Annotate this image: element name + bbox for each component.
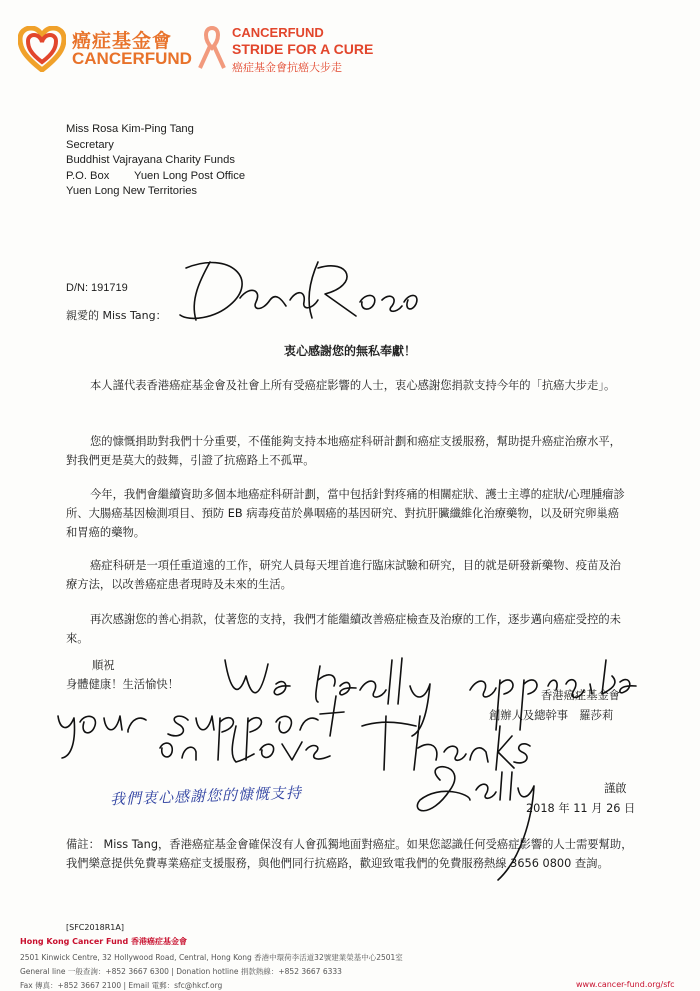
footer-phones: General line 一般查詢：+852 3667 6300 | Donation hotline 捐款熱線：+852 3667 6333 (20, 967, 342, 976)
ribbon-icon (196, 24, 228, 72)
heart-logo-icon (18, 26, 66, 72)
handwritten-chinese-note: 我們衷心感謝您的慷慨支持 (109, 783, 303, 809)
remark-note: 備註： Miss Tang，香港癌症基金會確保沒有人會孤獨地面對癌症。如果您認識任何受癌症影響的人士需要幫助，我們樂意提供免費專業癌症支援服務，與他們同行抗癌路，歡迎致電我們的免費服務熱線 3656 0800 查詢。 (66, 838, 633, 870)
logo-english-name: CANCERFUND (72, 49, 192, 68)
address-line: P.O. Box Yuen Long Post Office (66, 169, 246, 182)
address-line: Yuen Long New Territories (66, 185, 198, 197)
cancerfund-logo (18, 24, 192, 74)
paragraph-3: 今年，我們會繼續資助多個本地癌症科研計劃，當中包括針對疼痛的相關症狀、護士主導的症狀/心理腫瘤診所、大腸癌基因檢測項目、預防 EB 病毒疫苗於鼻咽癌的基因研究、對抗肝臟纖維化治療藥物，以及研究卵巢癌和胃癌的藥物。 (66, 488, 625, 539)
paragraph-1: 本人謹代表香港癌症基金會及社會上所有受癌症影響的人士，衷心感謝您捐款支持今年的「抗癌大步走」。 (90, 379, 616, 392)
recipient-address (66, 122, 245, 200)
closing-line2: 身體健康！生活愉快！ (66, 678, 179, 691)
logo2-line3: 癌症基金會抗癌大步走 (232, 61, 342, 74)
address-line: Secretary (66, 138, 114, 151)
stride-for-a-cure-logo (196, 24, 386, 76)
closing-respect: 謹啟 (604, 782, 627, 795)
paragraph-4: 癌症科研是一項任重道遠的工作，研究人員每天埋首進行臨床試驗和研究，目的就是研發新藥物、疫苗及治療方法，以改善癌症患者現時及未來的生活。 (66, 559, 621, 591)
logo2-line1: CANCERFUND (232, 25, 324, 40)
paragraph-5: 再次感謝您的善心捐款，仗著您的支持，我們才能繼續改善癌症檢查及治療的工作，逐步邁向癌症受控的未來。 (66, 613, 621, 645)
footer-fax-email: Fax 傳真：+852 3667 2100 | Email 電郵：sfc@hkcf.org (20, 981, 223, 990)
closing-line1: 順祝 (92, 659, 115, 672)
address-line: Buddhist Vajrayana Charity Funds (66, 154, 235, 166)
address-line: Miss Rosa Kim-Ping Tang (66, 123, 194, 135)
logo-chinese-name: 癌症基金會 (72, 30, 173, 52)
paragraph-2: 您的慷慨捐助對我們十分重要，不僅能夠支持本地癌症科研計劃和癌症支援服務，幫助提升癌症治療水平，對我們更是莫大的鼓舞，引證了抗癌路上不孤單。 (66, 435, 621, 467)
letter-heading: 衷心感謝您的無私奉獻！ (283, 344, 416, 358)
donation-number: D/N: 191719 (66, 282, 128, 294)
signer-title: 創辦人及總幹事 羅莎莉 (489, 709, 614, 722)
footer-address: 2501 Kinwick Centre, 32 Hollywood Road, Central, Hong Kong 香港中環荷李活道32號建業榮基中心2501室 (20, 953, 403, 962)
letter-date: 2018 年 11 月 26 日 (526, 802, 636, 815)
logo2-line2: STRIDE FOR A CURE (232, 41, 374, 57)
salutation: 親愛的 Miss Tang： (66, 309, 167, 322)
form-code: [SFC2018R1A] (66, 923, 124, 932)
footer-website-link[interactable]: www.cancer-fund.org/sfc (576, 980, 675, 989)
footer-org-name: Hong Kong Cancer Fund 香港癌症基金會 (20, 937, 187, 946)
organization-name: 香港癌症基金會 (541, 689, 621, 702)
